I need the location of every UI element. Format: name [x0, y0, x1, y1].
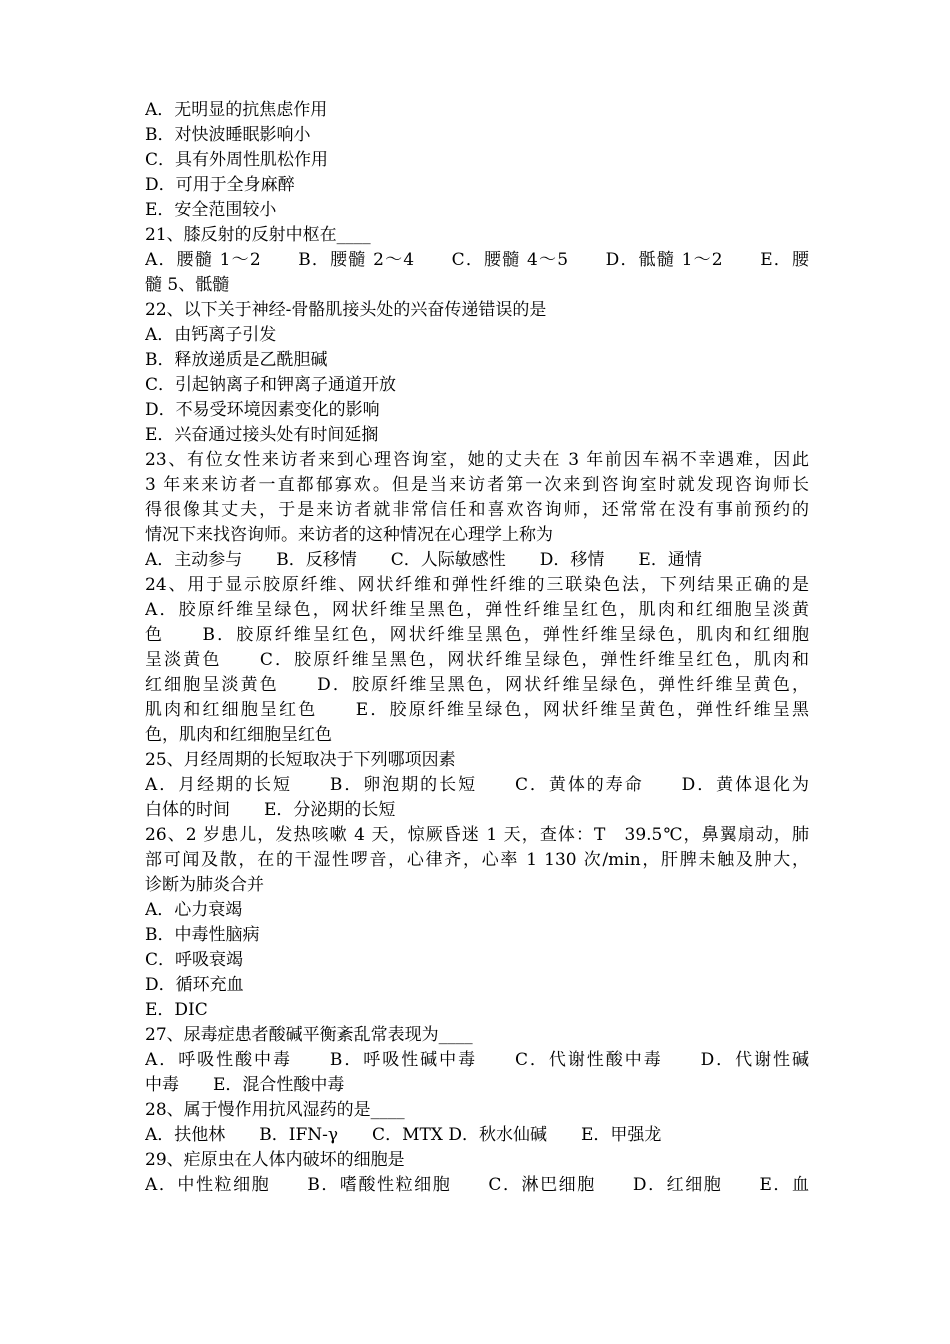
text-line: 色，肌肉和红细胞呈红色: [145, 725, 332, 745]
document-body: [145, 98, 809, 1198]
text-line: B．释放递质是乙酰胆碱: [145, 350, 328, 370]
text-line: A．扶他林 B．IFN-γ C．MTX D．秋水仙碱 E．甲强龙: [145, 1125, 662, 1145]
text-line: A．腰髓 1～2 B．腰髓 2～4 C．腰髓 4～5 D．骶髓 1～2 E．腰: [145, 250, 809, 270]
text-line: 髓 5、骶髓: [145, 275, 230, 295]
text-line: 得很像其丈夫，于是来访者就非常信任和喜欢咨询师，还常常在没有事前预约的: [145, 500, 809, 520]
text-line: 25、月经周期的长短取决于下列哪项因素: [145, 750, 456, 770]
text-line: 3 年来来访者一直都郁寡欢。但是当来访者第一次来到咨询室时就发现咨询师长: [145, 475, 809, 495]
text-line: 情况下来找咨询师。来访者的这种情况在心理学上称为: [145, 525, 553, 545]
text-line: B．中毒性脑病: [145, 925, 260, 945]
text-line: C．呼吸衰竭: [145, 950, 244, 970]
text-line: D．不易受环境因素变化的影响: [145, 400, 380, 420]
text-line: 21、膝反射的反射中枢在____: [145, 225, 371, 245]
text-line: 23、有位女性来访者来到心理咨询室，她的丈夫在 3 年前因车祸不幸遇难，因此: [145, 450, 809, 470]
text-line: 27、尿毒症患者酸碱平衡紊乱常表现为____: [145, 1025, 473, 1045]
text-line: 28、属于慢作用抗风湿药的是____: [145, 1100, 405, 1120]
text-line: C．具有外周性肌松作用: [145, 150, 329, 170]
text-line: A．由钙离子引发: [145, 325, 277, 345]
text-line: E．兴奋通过接头处有时间延搁: [145, 425, 379, 445]
text-line: D．循环充血: [145, 975, 244, 995]
text-line: 诊断为肺炎合并: [145, 875, 264, 895]
text-line: 呈淡黄色 C．胶原纤维呈黑色，网状纤维呈绿色，弹性纤维呈红色，肌肉和: [145, 650, 809, 670]
text-line: 红细胞呈淡黄色 D．胶原纤维呈黑色，网状纤维呈绿色，弹性纤维呈黄色，: [145, 675, 809, 695]
text-line: 22、以下关于神经-骨骼肌接头处的兴奋传递错误的是: [145, 300, 547, 320]
text-line: 中毒 E．混合性酸中毒: [145, 1075, 345, 1095]
text-line: A．心力衰竭: [145, 900, 243, 920]
text-line: E．安全范围较小: [145, 200, 277, 220]
text-line: B．对快波睡眠影响小: [145, 125, 311, 145]
text-line: 白体的时间 E．分泌期的长短: [145, 800, 396, 820]
text-line: 肌肉和红细胞呈红色 E．胶原纤维呈绿色，网状纤维呈黄色，弹性纤维呈黑: [145, 700, 809, 720]
text-line: A．呼吸性酸中毒 B．呼吸性碱中毒 C．代谢性酸中毒 D．代谢性碱: [145, 1050, 809, 1070]
text-line: A．中性粒细胞 B．嗜酸性粒细胞 C．淋巴细胞 D．红细胞 E．血: [145, 1175, 809, 1195]
text-line: A．胶原纤维呈绿色，网状纤维呈黑色，弹性纤维呈红色，肌肉和红细胞呈淡黄: [145, 600, 809, 620]
text-line: 24、用于显示胶原纤维、网状纤维和弹性纤维的三联染色法，下列结果正确的是: [145, 575, 809, 595]
text-line: A．月经期的长短 B．卵泡期的长短 C．黄体的寿命 D．黄体退化为: [145, 775, 809, 795]
text-line: A．主动参与 B．反移情 C．人际敏感性 D．移情 E．通情: [145, 550, 702, 570]
text-line: 部可闻及散，在的干湿性啰音，心律齐，心率 1 130 次/min，肝脾未触及肿大，: [145, 850, 809, 870]
text-line: 26、2 岁患儿，发热咳嗽 4 天，惊厥昏迷 1 天，查体：T 39.5℃，鼻翼扇动，肺: [145, 825, 809, 845]
text-line: D．可用于全身麻醉: [145, 175, 295, 195]
text-line: A．无明显的抗焦虑作用: [145, 100, 328, 120]
text-line: E．DIC: [145, 1000, 208, 1020]
text-line: 29、疟原虫在人体内破坏的细胞是: [145, 1150, 405, 1170]
text-line: C．引起钠离子和钾离子通道开放: [145, 375, 397, 395]
text-line: 色 B．胶原纤维呈红色，网状纤维呈黑色，弹性纤维呈绿色，肌肉和红细胞: [145, 625, 809, 645]
